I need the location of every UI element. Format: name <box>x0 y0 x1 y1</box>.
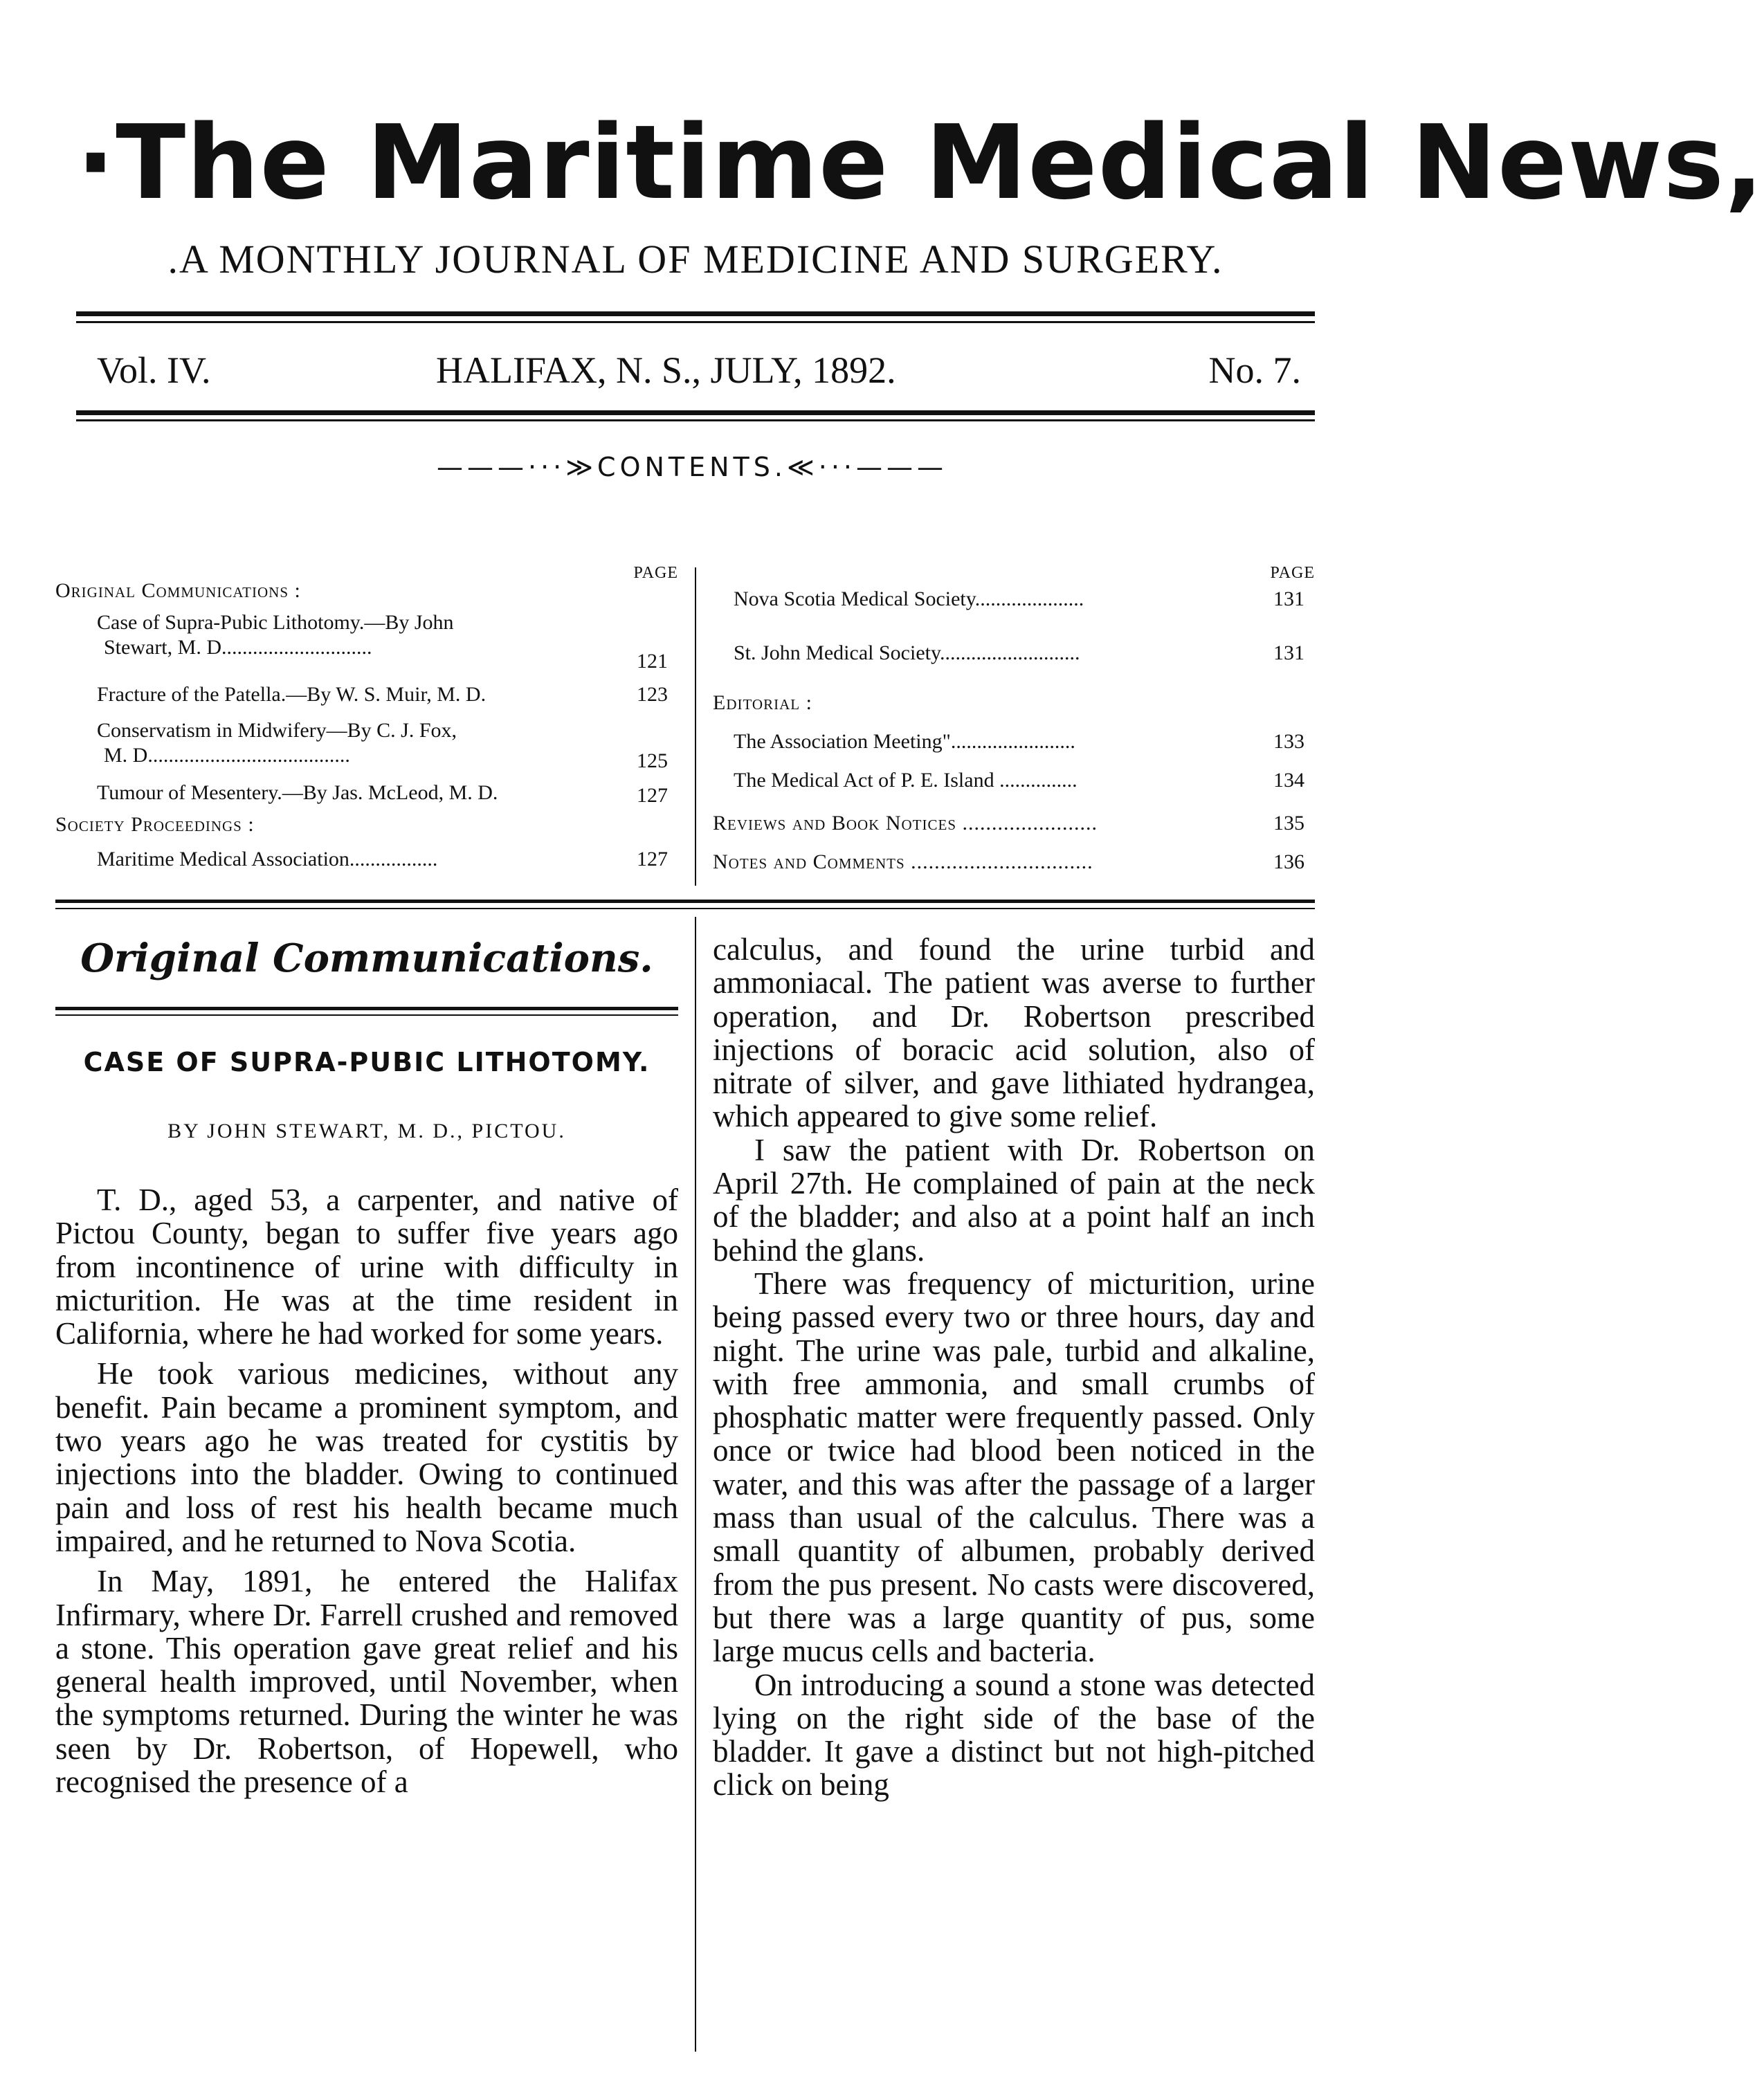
issue-number: No. 7. <box>1208 349 1301 391</box>
toc-entry: Nova Scotia Medical Society..................... <box>734 587 1084 610</box>
toc-page-number: 134 <box>1273 769 1304 792</box>
issue-rule-thick <box>76 410 1315 415</box>
toc-entry: St. John Medical Society........................... <box>734 641 1080 664</box>
original-communications-heading: Original Communications : <box>55 579 301 602</box>
article-body-left <box>55 1183 678 2055</box>
contents-heading: ———···≫CONTENTS.≪···——— <box>437 452 947 482</box>
page-column-label: PAGE <box>1270 564 1315 582</box>
article-title: CASE OF SUPRA-PUBIC LITHOTOMY. <box>83 1047 651 1077</box>
society-proceedings-heading: Society Proceedings : <box>55 813 255 836</box>
toc-page-number: 135 <box>1273 812 1304 834</box>
section-heading: Original Communications. <box>80 936 653 981</box>
contents-rule-thin <box>55 908 1315 909</box>
header-rule-thick <box>76 311 1315 316</box>
paragraph: On introducing a sound a stone was detected lying on the right side of the base of the bladder. It gave a distinct but not high-pitched click on being <box>713 1667 1315 1803</box>
paragraph: I saw the patient with Dr. Robertson on April 27th. He complained of pain at the neck of the bladder; and also at a point half an inch behind the glans. <box>713 1132 1315 1268</box>
contents-rule-thick <box>55 900 1315 903</box>
journal-subtitle: .A MONTHLY JOURNAL OF MEDICINE AND SURGERY. <box>167 237 1224 282</box>
toc-page-number: 127 <box>637 848 668 870</box>
toc-entry: The Medical Act of P. E. Island ............... <box>734 769 1078 792</box>
paragraph: calculus, and found the urine turbid and ammoniacal. The patient was averse to further operation, and Dr. Robertson prescribed injections of boracic acid solution, also of nitrate of silver, and gave lithiated hydrangea, which appeared to give some relief. <box>713 932 1315 1134</box>
section-rule-thick <box>55 1007 678 1010</box>
toc-page-number: 131 <box>1273 587 1304 610</box>
article-body-right <box>713 933 1315 2054</box>
toc-entry: Maritime Medical Association................. <box>97 848 438 870</box>
toc-entry: The Association Meeting"........................ <box>734 730 1075 753</box>
editorial-heading: Editorial : <box>713 691 812 714</box>
toc-page-number: 123 <box>637 683 668 706</box>
journal-masthead: ·The Maritime Medical News, <box>76 103 1764 222</box>
paragraph: There was frequency of micturition, urine being passed every two or three hours, day and night. The urine was pale, turbid and alkaline, with free ammonia, and small crumbs of phosphatic matter were frequently passed. Only once or twice had blood been noticed in the water, and this was after the passage of a larger mass than usual of the calculus. There was a small quantity of albumen, probably derived from the pus present. No casts were discovered, but there was a large quantity of pus, some large mucus cells and bacteria. <box>713 1266 1315 1669</box>
toc-entry: Fracture of the Patella.—By W. S. Muir, M. D. <box>97 683 487 706</box>
reviews-heading: Reviews and Book Notices ....................... <box>713 812 1098 834</box>
contents-left-column <box>55 554 678 900</box>
paragraph: T. D., aged 53, a carpenter, and native of Pictou County, began to suffer five years ago from incontinence of urine with difficulty in micturition. He was at the time resident in California, where he had worked for some years. <box>55 1183 678 1351</box>
toc-page-number: 136 <box>1273 850 1304 873</box>
volume-number: Vol. IV. <box>97 349 211 391</box>
toc-entry: Case of Supra-Pubic Lithotomy.—By John <box>97 611 454 634</box>
toc-page-number: 133 <box>1273 730 1304 753</box>
toc-page-number: 121 <box>637 650 668 673</box>
notes-heading: Notes and Comments ............................... <box>713 850 1093 873</box>
contents-right-column <box>713 554 1315 900</box>
issue-rule-thin <box>76 419 1315 421</box>
toc-entry-continued: M. D....................................... <box>104 744 350 767</box>
toc-entry: Conservatism in Midwifery—By C. J. Fox, <box>97 719 457 742</box>
article-column-divider <box>695 917 696 2052</box>
issue-line <box>97 346 1301 394</box>
toc-entry-continued: Stewart, M. D............................. <box>104 636 372 659</box>
toc-page-number: 131 <box>1273 641 1304 664</box>
header-rule-thin <box>76 321 1315 323</box>
issue-place-date: HALIFAX, N. S., JULY, 1892. <box>436 349 896 391</box>
paragraph: He took various medicines, without any benefit. Pain became a prominent symptom, and two years ago he was treated for cystitis by injections into the bladder. Owing to continued pain and loss of rest his health became much impaired, and he returned to Nova Scotia. <box>55 1356 678 1558</box>
page-column-label: PAGE <box>633 564 678 582</box>
contents-column-divider <box>695 567 696 886</box>
article-byline: BY JOHN STEWART, M. D., PICTOU. <box>167 1120 566 1142</box>
toc-page-number: 127 <box>637 784 668 807</box>
paragraph: In May, 1891, he entered the Halifax Infirmary, where Dr. Farrell crushed and removed a stone. This operation gave great relief and his general health improved, until November, when the symptoms returned. During the winter he was seen by Dr. Robertson, of Hopewell, who recognised the presence of a <box>55 1564 678 1800</box>
section-rule-thin <box>55 1014 678 1016</box>
toc-entry: Tumour of Mesentery.—By Jas. McLeod, M. D. <box>97 781 498 804</box>
toc-page-number: 125 <box>637 749 668 772</box>
